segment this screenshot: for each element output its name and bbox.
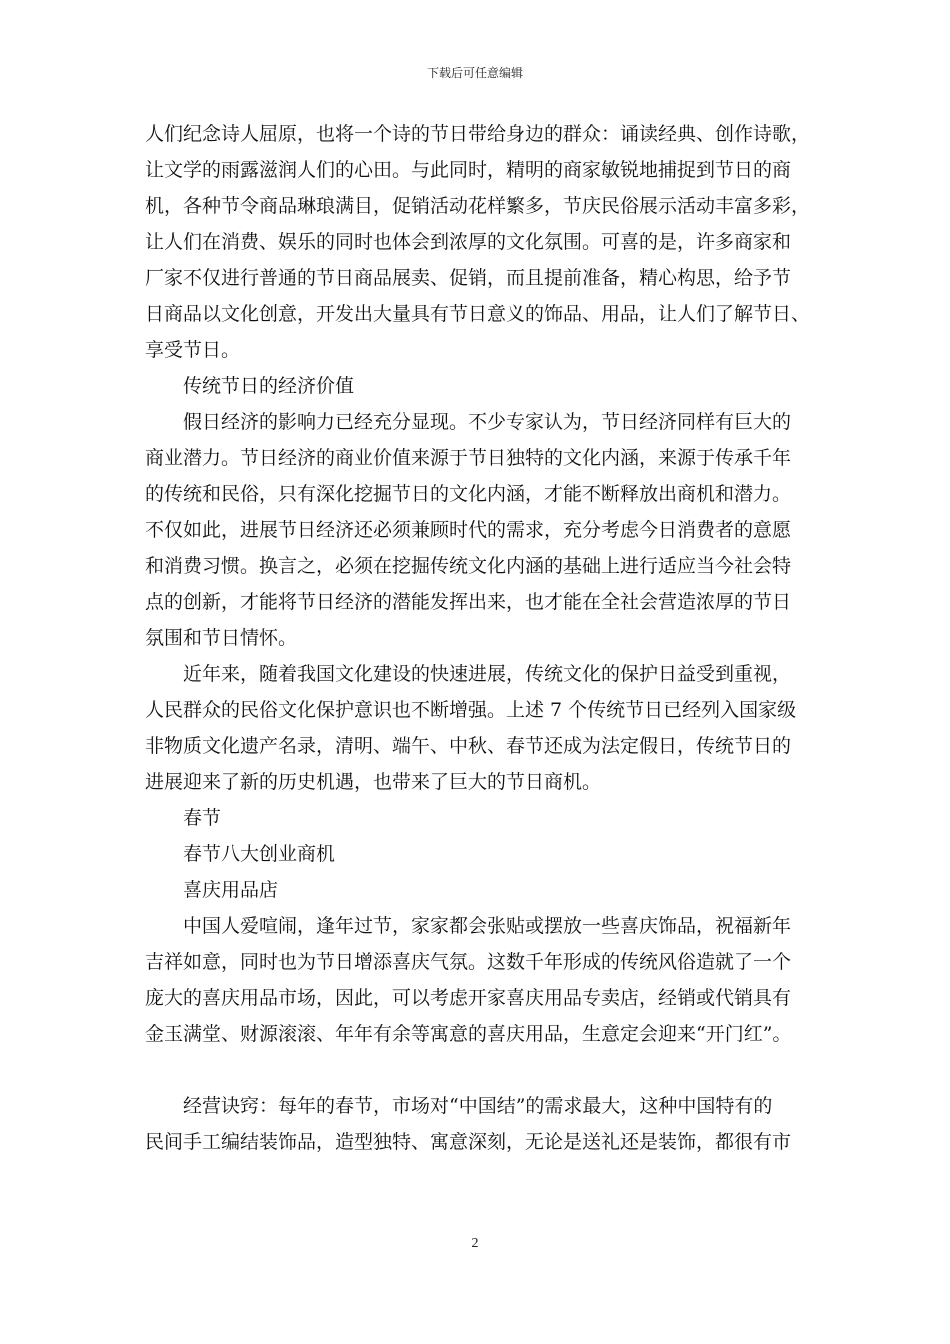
text-line: 让文学的雨露滋润人们的心田。与此同时，精明的商家敏锐地捕捉到节日的商 [145, 159, 792, 181]
text-line: 非物质文化遗产名录，清明、端午、中秋、春节还成为法定假日，传统节日的 [145, 735, 792, 757]
text-line: 中国人爱喧闹，逢年过节，家家都会张贴或摆放一些喜庆饰品，祝福新年 [183, 915, 792, 937]
section-heading-economic-value: 传统节日的经济价值 [183, 375, 355, 397]
text-line: 商业潜力。节日经济的商业价值来源于节日独特的文化内涵，来源于传承千年 [145, 447, 792, 469]
text-line: 的传统和民俗，只有深化挖掘节日的文化内涵，才能不断释放出商机和潜力。 [145, 483, 792, 505]
section-heading-festive-goods-store: 喜庆用品店 [183, 879, 279, 901]
text-line: 享受节日。 [145, 339, 241, 361]
document-body [145, 116, 810, 1160]
text-line: 不仅如此，进展节日经济还必须兼顾时代的需求，充分考虑今日消费者的意愿 [145, 519, 792, 541]
text-line: 近年来，随着我国文化建设的快速进展，传统文化的保护日益受到重视， [183, 663, 792, 685]
text-line: 机，各种节令商品琳琅满目，促销活动花样繁多，节庆民俗展示活动丰富多彩， [145, 195, 811, 217]
section-heading-business-opportunities: 春节八大创业商机 [183, 843, 336, 865]
section-heading-spring-festival: 春节 [183, 807, 222, 829]
text-line: 人们纪念诗人屈原，也将一个诗的节日带给身边的群众：诵读经典、创作诗歌， [145, 123, 811, 145]
text-line: 进展迎来了新的历史机遇，也带来了巨大的节日商机。 [145, 771, 602, 793]
text-line: 厂家不仅进行普通的节日商品展卖、促销，而且提前准备，精心构思，给予节 [145, 267, 792, 289]
text-line: 民间手工编结装饰品，造型独特、寓意深刻，无论是送礼还是装饰，都很有市 [145, 1131, 792, 1153]
text-line: 人民群众的民俗文化保护意识也不断增强。上述 7 个传统节日已经列入国家级 [145, 699, 797, 721]
text-line: 金玉满堂、财源滚滚、年年有余等寓意的喜庆用品，生意定会迎来“开门红”。 [145, 1023, 792, 1045]
text-line: 和消费习惯。换言之，必须在挖掘传统文化内涵的基础上进行适应当今社会特 [145, 555, 792, 577]
text-line: 经营诀窍：每年的春节，市场对“中国结”的需求最大，这种中国特有的 [183, 1095, 773, 1117]
text-line: 庞大的喜庆用品市场，因此，可以考虑开家喜庆用品专卖店，经销或代销具有 [145, 987, 792, 1009]
text-line: 日商品以文化创意，开发出大量具有节日意义的饰品、用品，让人们了解节日、 [145, 303, 811, 325]
text-line: 点的创新，才能将节日经济的潜能发挥出来，也才能在全社会营造浓厚的节日 [145, 591, 792, 613]
text-line: 氛围和节日情怀。 [145, 627, 298, 649]
paragraph-gap [145, 1052, 810, 1088]
text-line: 让人们在消费、娱乐的同时也体会到浓厚的文化氛围。可喜的是，许多商家和 [145, 231, 792, 253]
page-number: 2 [471, 1236, 479, 1251]
text-line: 吉祥如意，同时也为节日增添喜庆气氛。这数千年形成的传统风俗造就了一个 [145, 951, 792, 973]
text-line: 假日经济的影响力已经充分显现。不少专家认为，节日经济同样有巨大的 [183, 411, 792, 433]
page-header: 下载后可任意编辑 [426, 66, 523, 80]
